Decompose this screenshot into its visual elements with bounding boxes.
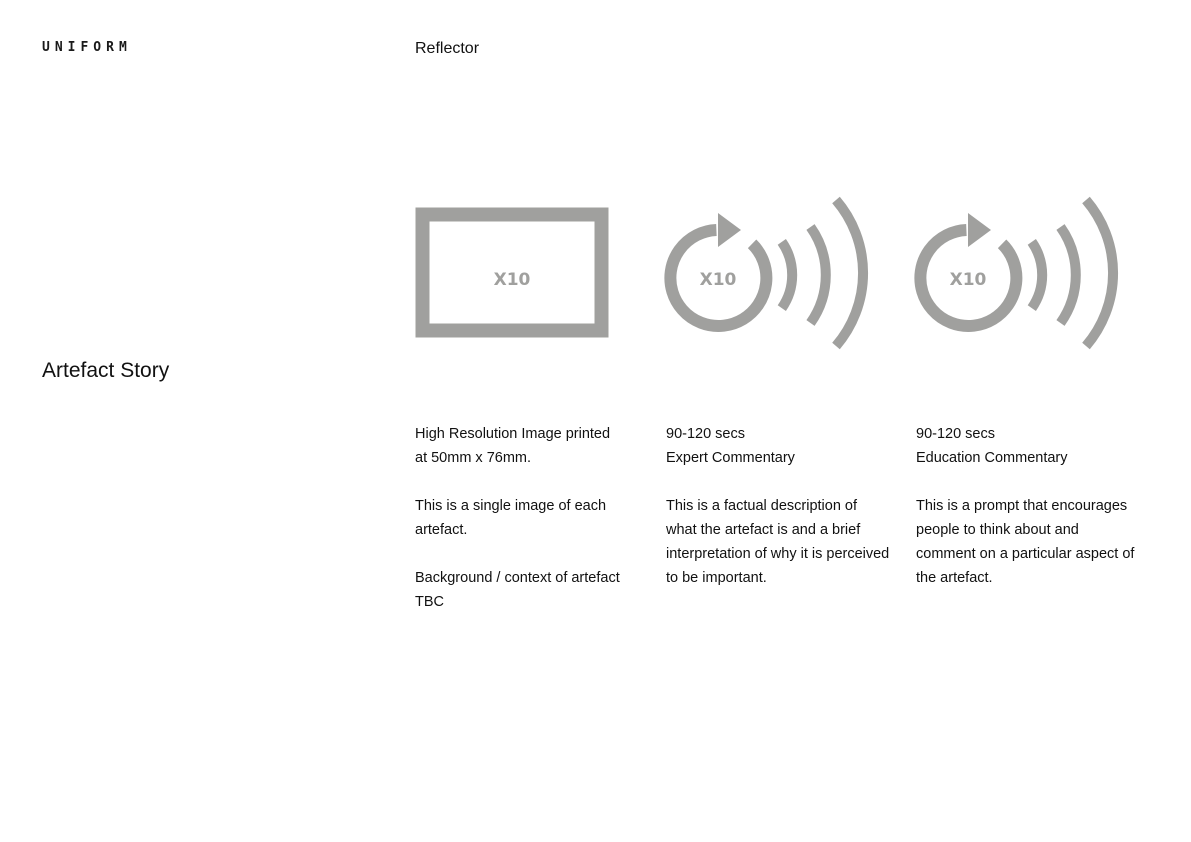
text-line: 90-120 secs — [666, 426, 745, 442]
replay-audio-icon — [666, 195, 876, 355]
text-line: Background / context of artefact — [415, 570, 620, 586]
text-line: interpretation of why it is perceived — [666, 546, 890, 562]
paragraph — [415, 566, 647, 614]
paragraph — [666, 422, 898, 470]
uniform-logo: UNIFORM — [42, 40, 132, 55]
text-line: This is a single image of each — [415, 498, 607, 514]
icon-multiplier-label: X10 — [949, 270, 987, 290]
text-line: artefact. — [415, 522, 468, 538]
paragraph — [666, 494, 898, 590]
text-line: This is a prompt that encourages — [916, 498, 1128, 514]
text-line: 90-120 secs — [916, 426, 995, 442]
text-line: Expert Commentary — [666, 450, 795, 466]
image-frame-icon — [415, 195, 615, 355]
paragraph — [415, 422, 647, 470]
text-line: comment on a particular aspect of — [916, 546, 1135, 562]
icon-multiplier-label: X10 — [493, 270, 531, 290]
expert-commentary-column — [666, 422, 898, 590]
image-description-column — [415, 422, 647, 614]
section-title: Artefact Story — [42, 359, 170, 382]
text-line: the artefact. — [916, 570, 993, 586]
paragraph — [415, 494, 647, 542]
text-line: Education Commentary — [916, 450, 1068, 466]
replay-audio-icon — [916, 195, 1126, 355]
text-line: High Resolution Image printed — [415, 426, 611, 442]
text-line: what the artefact is and a brief — [666, 522, 861, 538]
education-commentary-column — [916, 422, 1148, 590]
text-line: TBC — [415, 594, 444, 610]
page-title: Reflector — [415, 40, 480, 57]
text-line: at 50mm x 76mm. — [415, 450, 532, 466]
text-line: people to think about and — [916, 522, 1079, 538]
text-line: This is a factual description of — [666, 498, 858, 514]
icon-multiplier-label: X10 — [699, 270, 737, 290]
text-line: to be important. — [666, 570, 767, 586]
paragraph — [916, 494, 1148, 590]
paragraph — [916, 422, 1148, 470]
